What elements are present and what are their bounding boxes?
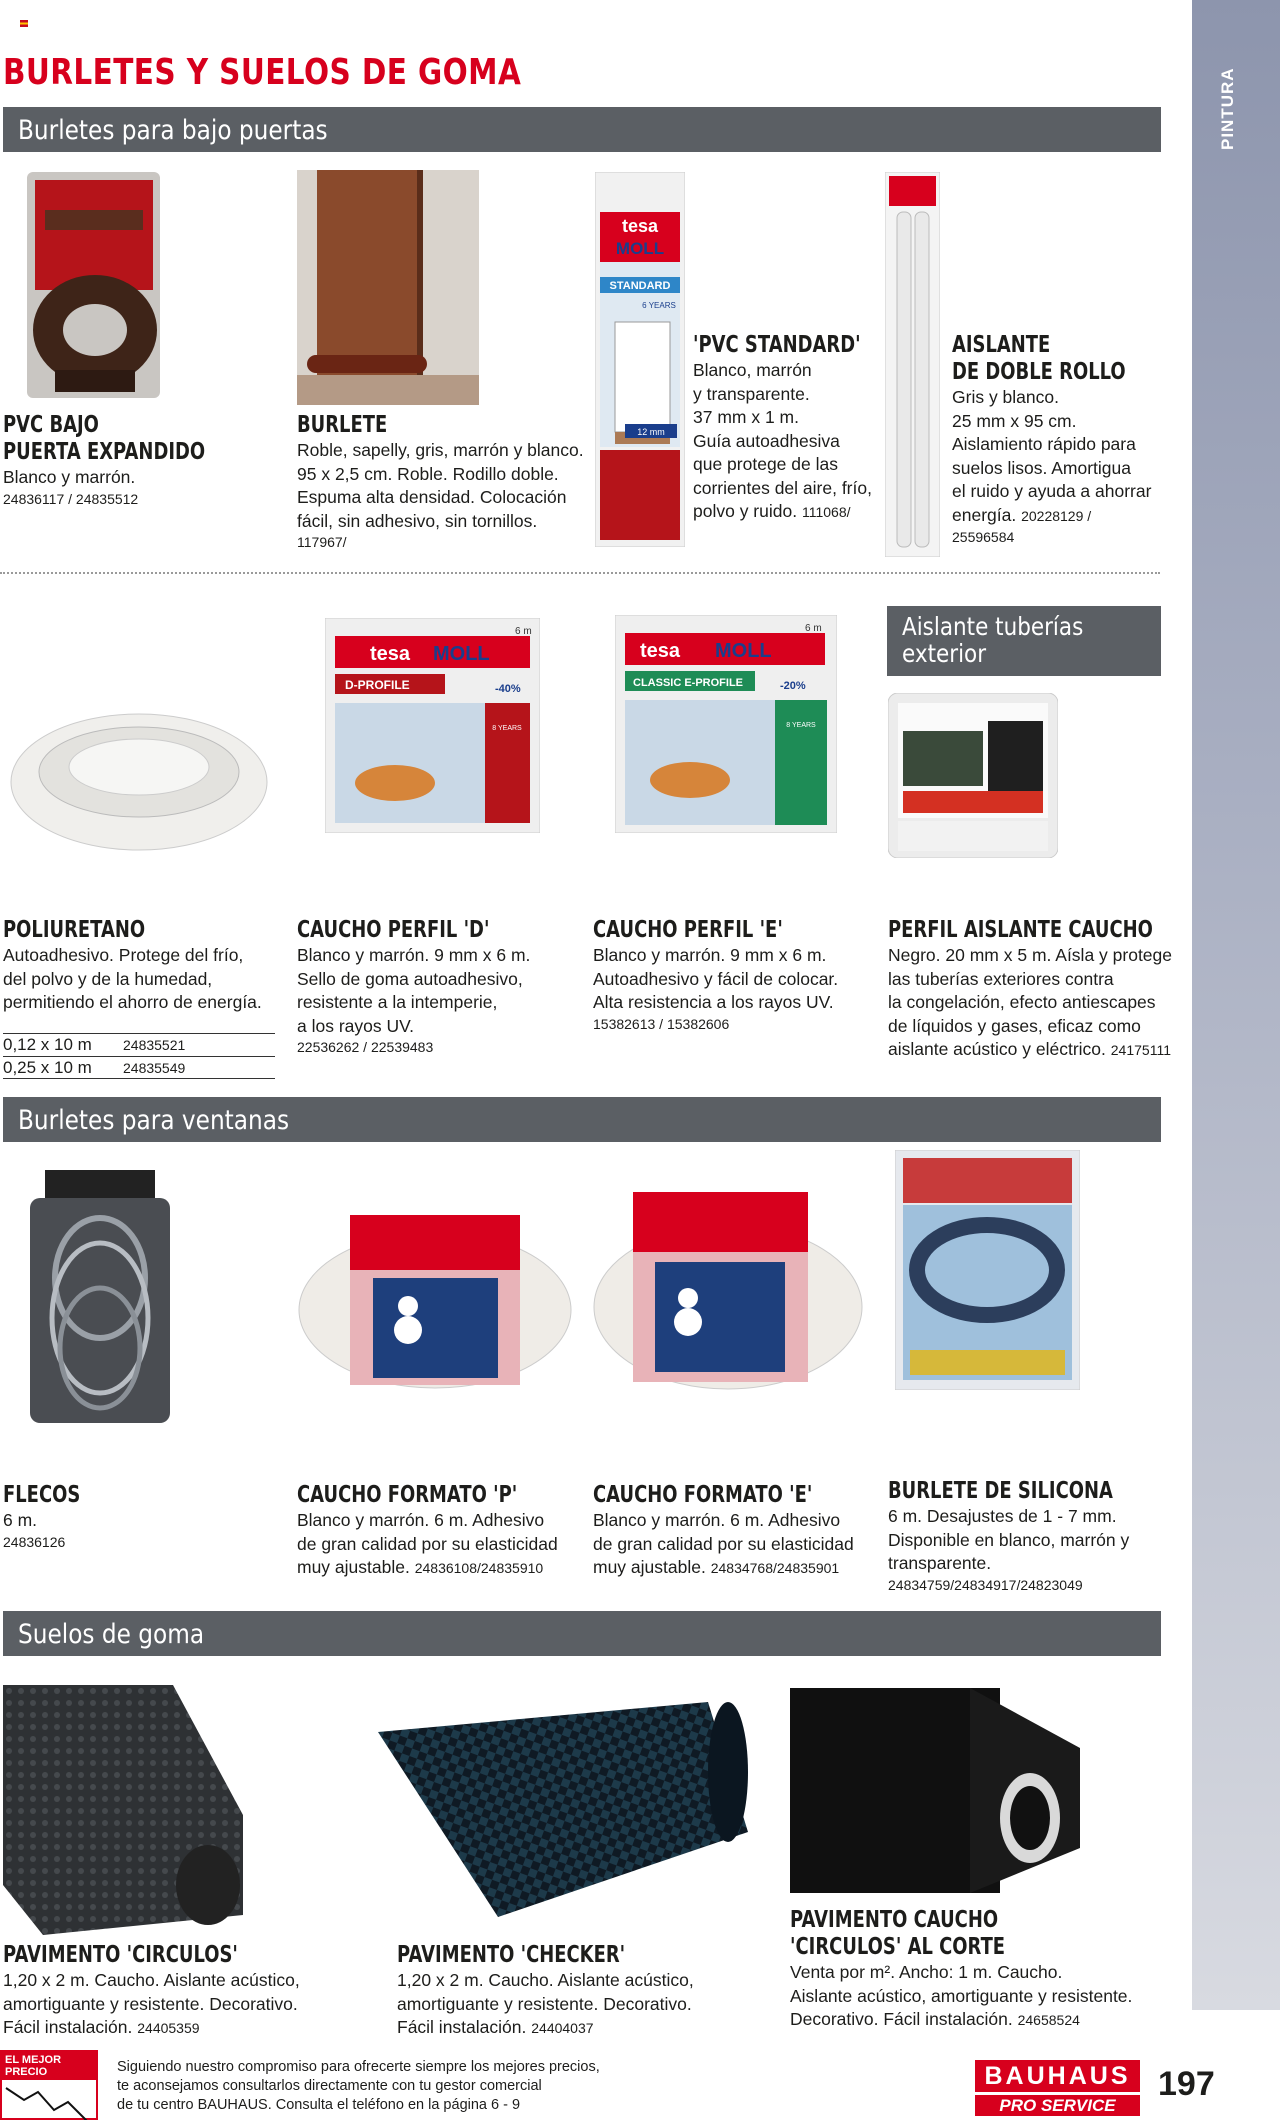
product-desc: amortiguante y resistente. Decorativo. — [397, 1993, 692, 2014]
standard-label: STANDARD — [609, 280, 671, 292]
product-desc: Blanco y marrón. 9 mm x 6 m. — [593, 945, 827, 965]
product-desc-text: Fácil instalación. — [3, 2017, 133, 2037]
moll-logo-text: MOLL — [615, 239, 665, 258]
product-caucho-formato-e — [593, 1482, 874, 1581]
product-name: 'CIRCULOS' AL CORTE — [790, 1934, 1006, 1960]
product-desc: suelos lisos. Amortigua — [952, 457, 1131, 478]
price-down-chart-icon — [2, 2080, 96, 2120]
best-price-badge — [0, 2050, 98, 2120]
product-desc: Autoadhesivo. Protege del frío, — [3, 945, 244, 965]
product-name: PUERTA EXPANDIDO — [3, 439, 206, 465]
footer-line: de tu centro BAUHAUS. Consulta el teléfono en la página 6 - 9 — [117, 2097, 521, 2113]
product-image-formato-p — [298, 1210, 573, 1395]
product-poliuretano — [3, 917, 262, 1015]
section-bar-ventanas: Burletes para ventanas — [3, 1097, 1161, 1142]
size-cell: 0,12 x 10 m — [3, 1035, 92, 1054]
tesa-logo-text: tesa — [370, 643, 411, 665]
product-desc: Negro. 20 mm x 5 m. Aísla y protege — [888, 945, 1173, 965]
product-ref: 25596584 — [952, 529, 1015, 545]
size-table — [3, 1033, 275, 1079]
product-pavimento-circulos — [3, 1942, 304, 2041]
product-ref: 24404037 — [531, 2020, 594, 2036]
page-title: BURLETES Y SUELOS DE GOMA — [3, 52, 522, 93]
product-name: POLIURETANO — [3, 917, 146, 943]
product-pvc-standard — [693, 332, 908, 525]
ref-cell: 24835521 — [123, 1037, 186, 1053]
spain-flag-icon — [20, 20, 28, 27]
product-desc: de gran calidad por su elasticidad — [297, 1533, 558, 1554]
product-desc — [952, 504, 1175, 529]
product-image-formato-e — [593, 1192, 863, 1397]
product-burlete-silicona — [888, 1478, 1176, 1594]
product-desc — [3, 2016, 304, 2041]
mm-label: 12 mm — [637, 427, 665, 437]
product-desc-text: Decorativo. Fácil instalación. — [790, 2009, 1013, 2029]
size-cell: 0,25 x 10 m — [3, 1057, 92, 1077]
product-ref: 24405359 — [137, 2020, 200, 2036]
profile-label: D-PROFILE — [345, 678, 410, 692]
product-ref: 15382613 / 15382606 — [593, 1015, 730, 1032]
product-desc: Blanco y marrón. — [3, 467, 136, 487]
product-caucho-perfil-d — [297, 917, 544, 1056]
ref-cell: 24835549 — [123, 1059, 186, 1076]
product-desc-text: polvo y ruido. — [693, 501, 798, 521]
section-bar-bajo-puertas: Burletes para bajo puertas — [3, 107, 1161, 152]
product-ref: 24175111 — [1110, 1042, 1171, 1058]
years-label: 8 YEARS — [786, 722, 816, 729]
product-name: CAUCHO FORMATO 'P' — [297, 1482, 518, 1508]
product-desc: Disponible en blanco, marrón y — [888, 1529, 1130, 1550]
product-desc: la congelación, efecto antiescapes — [888, 992, 1156, 1012]
product-desc — [888, 1038, 1228, 1063]
product-desc: 1,20 x 2 m. Caucho. Aislante acústico, — [397, 1970, 694, 1990]
product-image-pavimento-circulos — [3, 1685, 243, 1935]
product-desc: Sello de goma autoadhesivo, — [297, 968, 523, 989]
product-desc: de líquidos y gases, eficaz como — [888, 1015, 1141, 1036]
product-name: PAVIMENTO 'CHECKER' — [397, 1942, 626, 1968]
product-image-silicona — [895, 1150, 1080, 1390]
product-pavimento-caucho-corte — [790, 1907, 1132, 2033]
product-ref: 20228129 / — [1021, 507, 1092, 524]
footer-line: Siguiendo nuestro compromiso para ofrecerte siempre los mejores precios, — [117, 2059, 600, 2075]
page-number: 197 — [1158, 2065, 1215, 2103]
product-perfil-aislante-caucho — [888, 917, 1228, 1063]
product-name: 'PVC STANDARD' — [693, 332, 861, 358]
product-name: PAVIMENTO CAUCHO — [790, 1907, 999, 1933]
footer-line: te aconsejamos consultarlos directamente con tu gestor comercial — [117, 2078, 542, 2094]
years-label: 8 YEARS — [492, 725, 522, 732]
product-image-pvc-standard — [595, 172, 685, 547]
product-desc: del polvo y de la humedad, — [3, 968, 213, 989]
product-desc: Roble, sapelly, gris, marrón y blanco. — [297, 440, 584, 460]
product-desc: 37 mm x 1 m. — [693, 407, 799, 427]
product-desc: 25 mm x 95 cm. — [952, 410, 1077, 431]
product-name: CAUCHO FORMATO 'E' — [593, 1482, 813, 1508]
bauhaus-logo — [975, 2060, 1140, 2116]
product-name: PERFIL AISLANTE CAUCHO — [888, 917, 1153, 943]
product-image-perfil-d — [325, 618, 540, 833]
section-bar-suelos: Suelos de goma — [3, 1611, 1161, 1656]
product-image-pvc-bajo — [25, 170, 162, 400]
product-name: FLECOS — [3, 1482, 81, 1508]
footer-disclaimer — [117, 2058, 600, 2115]
product-desc: corrientes del aire, frío, — [693, 477, 872, 498]
product-image-flecos — [25, 1168, 173, 1430]
energy-label: -20% — [780, 680, 806, 692]
length-label: 6 m — [515, 626, 532, 637]
product-desc: 1,20 x 2 m. Caucho. Aislante acústico, — [3, 1970, 300, 1990]
product-desc: 6 m. — [3, 1510, 38, 1530]
product-caucho-perfil-e — [593, 917, 838, 1033]
product-caucho-formato-p — [297, 1482, 579, 1581]
energy-label: -40% — [495, 683, 521, 695]
product-desc — [790, 2008, 1132, 2033]
product-aislante-doble-rollo — [952, 332, 1175, 546]
product-image-perfil-aislante — [888, 693, 1058, 858]
years-label: 6 YEARS — [642, 301, 676, 310]
product-name: CAUCHO PERFIL 'E' — [593, 917, 783, 943]
product-pavimento-checker — [397, 1942, 694, 2041]
product-name: PAVIMENTO 'CIRCULOS' — [3, 1942, 238, 1968]
product-desc: Gris y blanco. — [952, 387, 1059, 407]
product-desc: el ruido y ayuda a ahorrar — [952, 481, 1152, 501]
product-burlete — [297, 412, 584, 551]
product-desc: y transparente. — [693, 383, 810, 404]
product-desc — [397, 2016, 694, 2041]
product-desc: Alta resistencia a los rayos UV. — [593, 992, 834, 1012]
product-desc: Espuma alta densidad. Colocación — [297, 487, 567, 507]
profile-label: CLASSIC E-PROFILE — [633, 677, 744, 689]
moll-logo-text: MOLL — [433, 643, 490, 665]
product-ref: 24834759/24834917/24823049 — [888, 1576, 1083, 1593]
product-image-perfil-e — [615, 615, 837, 833]
product-image-pavimento-corte — [790, 1688, 1080, 1893]
product-desc: amortiguante y resistente. Decorativo. — [3, 1993, 298, 2014]
product-desc: Guía autoadhesiva — [693, 430, 840, 451]
product-desc: las tuberías exteriores contra — [888, 968, 1114, 989]
product-image-pavimento-checker — [378, 1702, 748, 1922]
product-ref: 22536262 / 22539483 — [297, 1039, 434, 1055]
product-desc: de gran calidad por su elasticidad — [593, 1533, 854, 1554]
product-image-burlete — [297, 170, 479, 405]
product-desc: permitiendo el ahorro de energía. — [3, 992, 262, 1012]
table-row — [3, 1033, 275, 1056]
tesa-logo-text: tesa — [621, 216, 659, 236]
brand-name: BAUHAUS — [975, 2060, 1140, 2092]
product-desc: fácil, sin adhesivo, sin tornillos. — [297, 510, 538, 531]
side-tab-label: PINTURA — [1218, 67, 1237, 150]
product-desc: Blanco y marrón. 9 mm x 6 m. — [297, 945, 531, 965]
product-ref: 24836117 / 24835512 — [3, 490, 139, 507]
product-desc-text: energía. — [952, 504, 1017, 525]
product-flecos — [3, 1482, 102, 1551]
section-bar-tuberias: Aislante tuberías exterior — [887, 606, 1161, 676]
product-pvc-bajo-puerta — [3, 412, 262, 508]
product-desc-text: muy ajustable. — [297, 1557, 410, 1577]
product-desc: 6 m. Desajustes de 1 - 7 mm. — [888, 1506, 1117, 1526]
product-ref: 24836126 — [3, 1533, 66, 1550]
length-label: 6 m — [805, 623, 822, 634]
product-name: BURLETE DE SILICONA — [888, 1478, 1113, 1504]
product-desc-text: muy ajustable. — [593, 1557, 706, 1577]
product-name: AISLANTE — [952, 332, 1051, 358]
product-desc: Blanco y marrón. 6 m. Adhesivo — [297, 1510, 545, 1530]
product-desc: Blanco, marrón — [693, 360, 812, 380]
product-desc: resistente a la intemperie, — [297, 992, 498, 1012]
product-desc: Aislante acústico, amortiguante y resistente. — [790, 1985, 1133, 2006]
moll-logo-text: MOLL — [715, 640, 772, 662]
section-divider — [0, 572, 1160, 574]
product-name: DE DOBLE ROLLO — [952, 359, 1126, 385]
product-name: BURLETE — [297, 412, 388, 438]
product-desc: transparente. — [888, 1553, 992, 1573]
product-desc: a los rayos UV. — [297, 1015, 415, 1036]
product-image-poliuretano — [8, 712, 270, 857]
tesa-logo-text: tesa — [640, 640, 681, 662]
product-ref: 24834768/24835901 — [710, 1560, 840, 1576]
product-desc-text: Fácil instalación. — [397, 2017, 527, 2037]
product-desc: que protege de las — [693, 454, 838, 474]
product-ref: 111068/ — [801, 504, 851, 520]
product-name: PVC BAJO — [3, 412, 99, 438]
product-desc: Blanco y marrón. 6 m. Adhesivo — [593, 1510, 841, 1530]
product-desc — [693, 500, 908, 525]
product-desc: Venta por m². Ancho: 1 m. Caucho. — [790, 1962, 1063, 1982]
table-row — [3, 1056, 275, 1079]
product-desc: Aislamiento rápido para — [952, 434, 1136, 454]
product-desc-text: aislante acústico y eléctrico. — [888, 1039, 1106, 1059]
product-desc — [593, 1556, 874, 1581]
product-ref: 117967/ — [297, 534, 347, 550]
product-ref: 24836108/24835910 — [414, 1560, 544, 1576]
product-desc: Autoadhesivo y fácil de colocar. — [593, 968, 839, 989]
product-desc — [297, 1556, 579, 1581]
best-price-label: EL MEJOR PRECIO — [2, 2052, 96, 2080]
product-name: CAUCHO PERFIL 'D' — [297, 917, 490, 943]
product-ref: 24658524 — [1017, 2012, 1080, 2028]
product-desc: 95 x 2,5 cm. Roble. Rodillo doble. — [297, 463, 559, 484]
brand-subtitle: PRO SERVICE — [975, 2095, 1140, 2116]
